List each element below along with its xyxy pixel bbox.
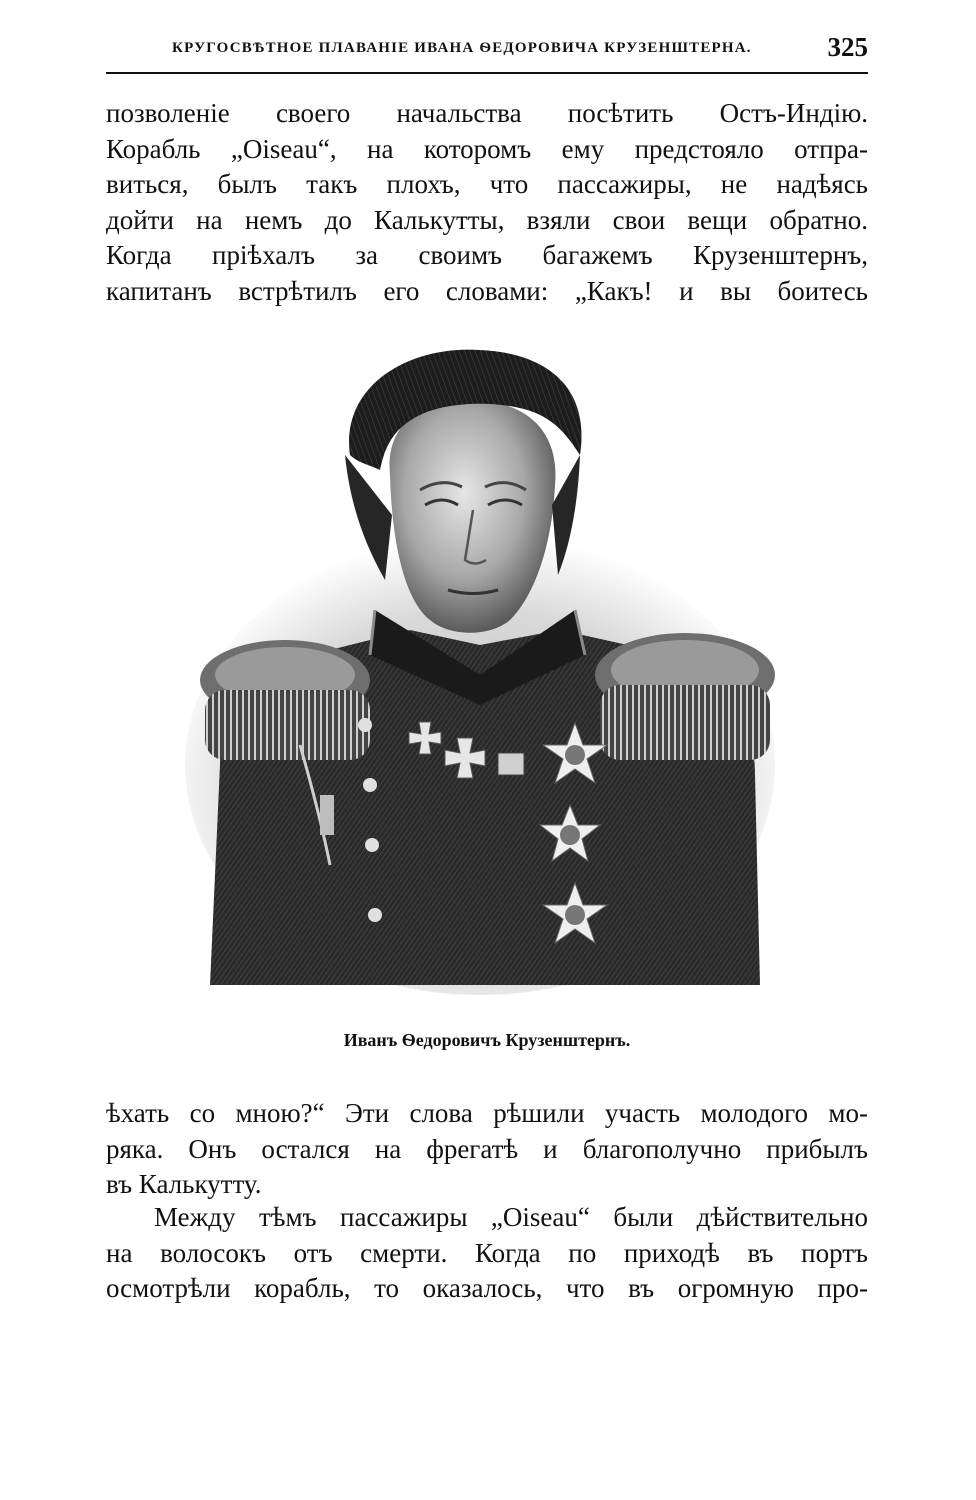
text-line: капитанъ встрѣтилъ его словами: „Какъ! и вы боитесь (106, 275, 868, 306)
running-title: КРУГОСВѢТНОЕ ПЛАВАНІЕ ИВАНА ѲЕДОРОВИЧА КРУЗЕНШТЕРНА. (172, 40, 752, 56)
text-line: въ Калькутту. (106, 1169, 262, 1199)
text-line: позволеніе своего начальства посѣтить Остъ-Индію. (106, 98, 868, 128)
text-line: ряка. Онъ остался на фрегатѣ и благополучно прибылъ (106, 1133, 868, 1164)
running-header (106, 30, 868, 74)
figure-caption: Иванъ Ѳедоровичъ Крузенштернъ. (343, 1030, 631, 1050)
portrait-engraving (180, 345, 780, 1010)
text-line: виться, былъ такъ плохъ, что пассажиры, не надѣясь (106, 169, 868, 199)
text-line: ѣхать со мною?“ Эти слова рѣшили участь молодого мо- (106, 1098, 868, 1128)
text-line: дойти на немъ до Калькутты, взяли свои вещи обратно. (106, 204, 868, 235)
text-line: Между тѣмъ пассажиры „Oiseau“ были дѣйствительно (154, 1202, 868, 1232)
text-line: осмотрѣли корабль, то оказалось, что въ огромную про- (106, 1273, 868, 1303)
paragraph-next (106, 1200, 868, 1307)
text-line: на волосокъ отъ смерти. Когда по приходѣ въ портъ (106, 1237, 868, 1268)
text-line: Корабль „Oiseau“, на которомъ ему предстояло отпра- (106, 133, 868, 164)
text-line: Когда пріѣхалъ за своимъ багажемъ Крузенштернъ, (106, 240, 868, 270)
page-number: 325 (827, 32, 868, 62)
paragraph-top (106, 96, 868, 309)
order-badge (498, 753, 524, 775)
paragraph-continued (106, 1096, 868, 1203)
